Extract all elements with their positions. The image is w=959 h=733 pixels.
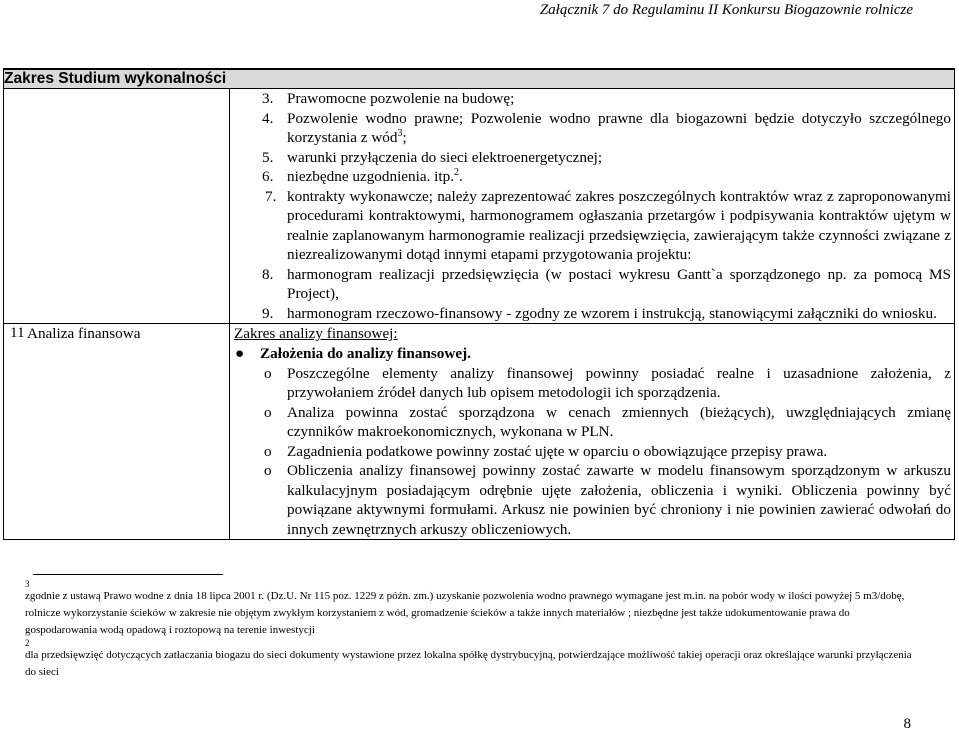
list-item — [230, 148, 954, 168]
section-number: 11 — [10, 324, 25, 341]
footnote-text: zgodnie z ustawą Prawo wodne z dnia 18 lipca 2001 r. (Dz.U. Nr 115 poz. 1229 z późn. zm.) uzyskanie pozwolenia wodno prawnego wymagane jest m.in. na pobór wody w ilości powyżej 5 m3/dobę, rolnicze wykorzystanie ścieków w zakresie nie objętym zwykłym korzystaniem z wód, gromadzenie ścieków a także innych materiałów ; niezbędne jest także udokumentowanie prawa do gospodarowania wodą opadową i roztopową na terenie inwestycji — [25, 590, 905, 636]
running-header: Załącznik 7 do Regulaminu II Konkursu Biogazownie rolnicze — [539, 2, 913, 18]
item-text: Poszczególne elementy analizy finansowej powinny posiadać realne i uzasadnione założenia, z przywołaniem źródeł danych lub opisem metodologii ich sporządzenia. — [287, 364, 951, 401]
list-item — [230, 187, 954, 265]
footnote-mark: 2 — [25, 638, 30, 648]
footnote — [25, 580, 915, 639]
bullet-item — [230, 344, 954, 364]
item-tail: . — [459, 168, 463, 185]
list-item — [230, 167, 954, 187]
subsection-title: Zakres analizy finansowej: — [234, 325, 398, 342]
item-number: 3. — [262, 90, 274, 107]
list-item — [230, 364, 954, 403]
item-text: Zagadnienia podatkowe powinny zostać ujęte w oparciu o obowiązujące przepisy prawa. — [287, 442, 828, 460]
circle-bullet-icon: o — [264, 364, 272, 382]
item-text: Obliczenia analizy finansowej powinny zostać zawarte w modelu finansowym sporządzonym w arkuszu kalkulacyjnym posiadającym odrębnie ujęte założenia, obliczenia i wyniki. Obliczenia powinny być powiązane aktywnymi formułami. Arkusz nie powinien być chroniony i nie powinien zawierać odwołań do innych zewnętrznych arkuszy obliczeniowych. — [287, 462, 951, 538]
item-text: harmonogram realizacji przedsięwzięcia (w postaci wykresu Gantt`a sporządzonego np. za pomocą MS Project), — [287, 265, 951, 302]
list-item — [230, 89, 954, 109]
footnote-mark: 3 — [25, 579, 30, 589]
list-item — [230, 403, 954, 442]
item-number: 6. — [262, 168, 274, 185]
section-name: Analiza finansowa — [27, 325, 141, 342]
item-text: kontrakty wykonawcze; należy zaprezentować zakres poszczególnych kontraktów wraz z zaproponowanymi procedurami kontraktowymi, harmonogramem ogłaszania przetargów i podpisywania kontraktów ujętym w realnie zaplanowanym harmonogramie realizacji przedsięwzięcia, zawierającym także czynności związane z niezrealizowanymi dotąd innymi etapami przygotowania projektu: — [287, 187, 951, 263]
list-item — [230, 109, 954, 148]
item-number: 9. — [262, 304, 274, 322]
footnote-reference: 3 — [397, 127, 403, 139]
list-item — [230, 442, 954, 462]
circle-bullet-icon: o — [264, 462, 272, 479]
bullet-text: Założenia do analizy finansowej. — [260, 345, 471, 362]
item-tail: ; — [402, 129, 407, 146]
item-text: niezbędne uzgodnienia. itp. — [287, 168, 455, 185]
circle-bullet-icon: o — [264, 442, 272, 460]
item-number: 4. — [262, 109, 274, 127]
bullet-icon: ● — [235, 345, 245, 362]
list-item — [230, 461, 954, 539]
item-number: 5. — [262, 148, 274, 166]
footnote-text: dla przedsięwzięć dotyczących zatłaczania biogazu do sieci dokumenty wystawione przez lokalna spółkę dystrybucyjną, potwierdzające możliwość takiej operacji oraz określające warunki przyłączenia do sieci — [25, 649, 912, 678]
footnote-reference: 2 — [454, 166, 460, 178]
item-text: harmonogram rzeczowo-finansowy - zgodny ze wzorem i instrukcją, stanowiącymi załączniki do wniosku. — [287, 304, 937, 322]
feasibility-table — [3, 68, 955, 540]
footnote-separator — [33, 574, 223, 575]
item-text: Prawomocne pozwolenie na budowę; — [287, 90, 515, 107]
circle-bullet-icon: o — [264, 403, 272, 421]
item-text: Analiza powinna zostać sporządzona w cenach zmiennych (bieżących), uwzględniających zmianę czynników makroekonomicznych, wykonana w PLN. — [287, 403, 951, 440]
list-item — [230, 304, 954, 324]
item-number: 8. — [262, 265, 274, 283]
item-text: warunki przyłączenia do sieci elektroenergetycznej; — [287, 148, 603, 166]
section-header: Zakres Studium wykonalności — [4, 69, 955, 89]
numbered-list — [230, 89, 954, 323]
page-number: 8 — [903, 716, 911, 732]
list-item — [230, 265, 954, 304]
table-row — [4, 324, 955, 540]
footnotes — [25, 580, 915, 681]
item-number: 7. — [265, 187, 277, 205]
item-text: Pozwolenie wodno prawne; Pozwolenie wodno prawne dla biogazowni będzie dotyczyło szczególnego korzystania z wód — [287, 109, 951, 146]
table-row — [4, 89, 955, 324]
assumptions-list — [230, 364, 954, 540]
footnote — [25, 639, 915, 681]
